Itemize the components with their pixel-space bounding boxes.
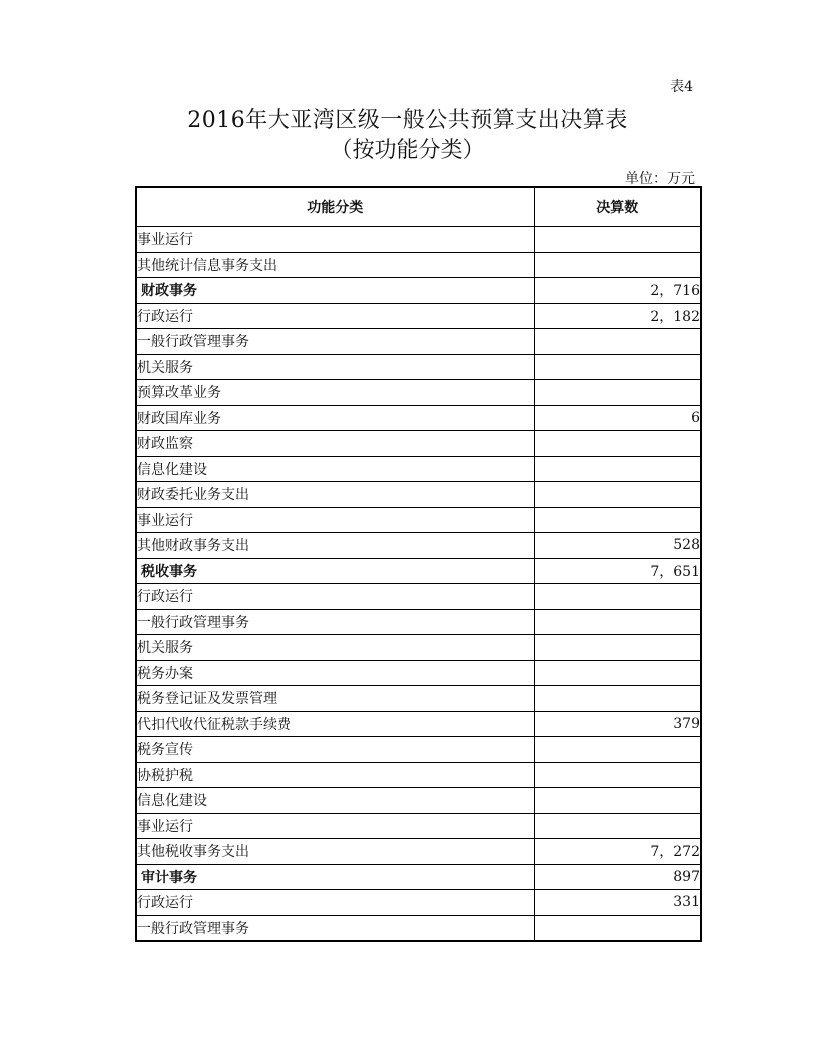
item-name-cell: 信息化建设 xyxy=(136,456,534,482)
amount-cell xyxy=(534,635,701,661)
item-name-cell: 信息化建设 xyxy=(136,788,534,814)
table-row xyxy=(136,431,701,457)
item-name-cell: 代扣代收代征税款手续费 xyxy=(136,711,534,737)
table-row xyxy=(136,839,701,865)
table-row xyxy=(136,915,701,941)
amount-cell: 528 xyxy=(534,533,701,559)
item-name-cell: 其他财政事务支出 xyxy=(136,533,534,559)
amount-cell: 2，716 xyxy=(534,278,701,304)
item-name-cell: 预算改革业务 xyxy=(136,380,534,406)
amount-cell: 7，272 xyxy=(534,839,701,865)
item-name-cell: 财政监察 xyxy=(136,431,534,457)
amount-cell xyxy=(534,813,701,839)
table-row xyxy=(136,864,701,890)
amount-cell xyxy=(534,686,701,712)
item-name-cell: 协税护税 xyxy=(136,762,534,788)
table-row xyxy=(136,482,701,508)
amount-cell: 331 xyxy=(534,890,701,916)
table-row xyxy=(136,533,701,559)
item-name-cell: 行政运行 xyxy=(136,584,534,610)
amount-cell: 379 xyxy=(534,711,701,737)
amount-cell xyxy=(534,660,701,686)
amount-cell xyxy=(534,227,701,253)
amount-cell xyxy=(534,609,701,635)
table-body xyxy=(136,227,701,942)
item-name-cell: 行政运行 xyxy=(136,303,534,329)
table-row xyxy=(136,303,701,329)
amount-cell: 7，651 xyxy=(534,558,701,584)
item-name-cell: 财政委托业务支出 xyxy=(136,482,534,508)
item-name-cell: 其他统计信息事务支出 xyxy=(136,252,534,278)
table-row xyxy=(136,354,701,380)
category-name-cell: 财政事务 xyxy=(136,278,534,304)
amount-cell xyxy=(534,431,701,457)
amount-cell xyxy=(534,482,701,508)
table-row xyxy=(136,252,701,278)
item-name-cell: 事业运行 xyxy=(136,813,534,839)
amount-cell xyxy=(534,762,701,788)
item-name-cell: 其他税收事务支出 xyxy=(136,839,534,865)
table-number: 表4 xyxy=(670,79,693,95)
table-row xyxy=(136,507,701,533)
item-name-cell: 一般行政管理事务 xyxy=(136,609,534,635)
table-row xyxy=(136,762,701,788)
amount-cell xyxy=(534,456,701,482)
item-name-cell: 机关服务 xyxy=(136,354,534,380)
amount-cell xyxy=(534,584,701,610)
item-name-cell: 行政运行 xyxy=(136,890,534,916)
table-row xyxy=(136,609,701,635)
amount-cell xyxy=(534,737,701,763)
amount-cell xyxy=(534,329,701,355)
unit-label: 单位：万元 xyxy=(625,171,695,187)
amount-cell: 897 xyxy=(534,864,701,890)
budget-table xyxy=(135,186,702,942)
item-name-cell: 税务登记证及发票管理 xyxy=(136,686,534,712)
table-row xyxy=(136,890,701,916)
amount-cell xyxy=(534,788,701,814)
amount-cell: 6 xyxy=(534,405,701,431)
item-name-cell: 税务宣传 xyxy=(136,737,534,763)
amount-cell xyxy=(534,507,701,533)
table-row xyxy=(136,813,701,839)
table-row xyxy=(136,737,701,763)
category-name-cell: 审计事务 xyxy=(136,864,534,890)
table-row xyxy=(136,584,701,610)
table-row xyxy=(136,686,701,712)
item-name-cell: 机关服务 xyxy=(136,635,534,661)
table-row xyxy=(136,278,701,304)
table-row xyxy=(136,558,701,584)
table-row xyxy=(136,660,701,686)
column-header-amount: 决算数 xyxy=(534,187,701,227)
category-name-cell: 税收事务 xyxy=(136,558,534,584)
table-row xyxy=(136,405,701,431)
table-row xyxy=(136,227,701,253)
document-subtitle: （按功能分类） xyxy=(330,138,485,163)
amount-cell: 2，182 xyxy=(534,303,701,329)
table-row xyxy=(136,380,701,406)
document-title: 2016年大亚湾区级一般公共预算支出决算表 xyxy=(187,108,628,133)
table-row xyxy=(136,456,701,482)
table-row xyxy=(136,635,701,661)
table-row xyxy=(136,329,701,355)
amount-cell xyxy=(534,252,701,278)
table-row xyxy=(136,788,701,814)
amount-cell xyxy=(534,915,701,941)
amount-cell xyxy=(534,354,701,380)
table-row xyxy=(136,711,701,737)
item-name-cell: 一般行政管理事务 xyxy=(136,329,534,355)
item-name-cell: 一般行政管理事务 xyxy=(136,915,534,941)
column-header-category: 功能分类 xyxy=(136,187,534,227)
amount-cell xyxy=(534,380,701,406)
item-name-cell: 事业运行 xyxy=(136,227,534,253)
item-name-cell: 事业运行 xyxy=(136,507,534,533)
item-name-cell: 税务办案 xyxy=(136,660,534,686)
item-name-cell: 财政国库业务 xyxy=(136,405,534,431)
table-header-row xyxy=(136,187,701,227)
